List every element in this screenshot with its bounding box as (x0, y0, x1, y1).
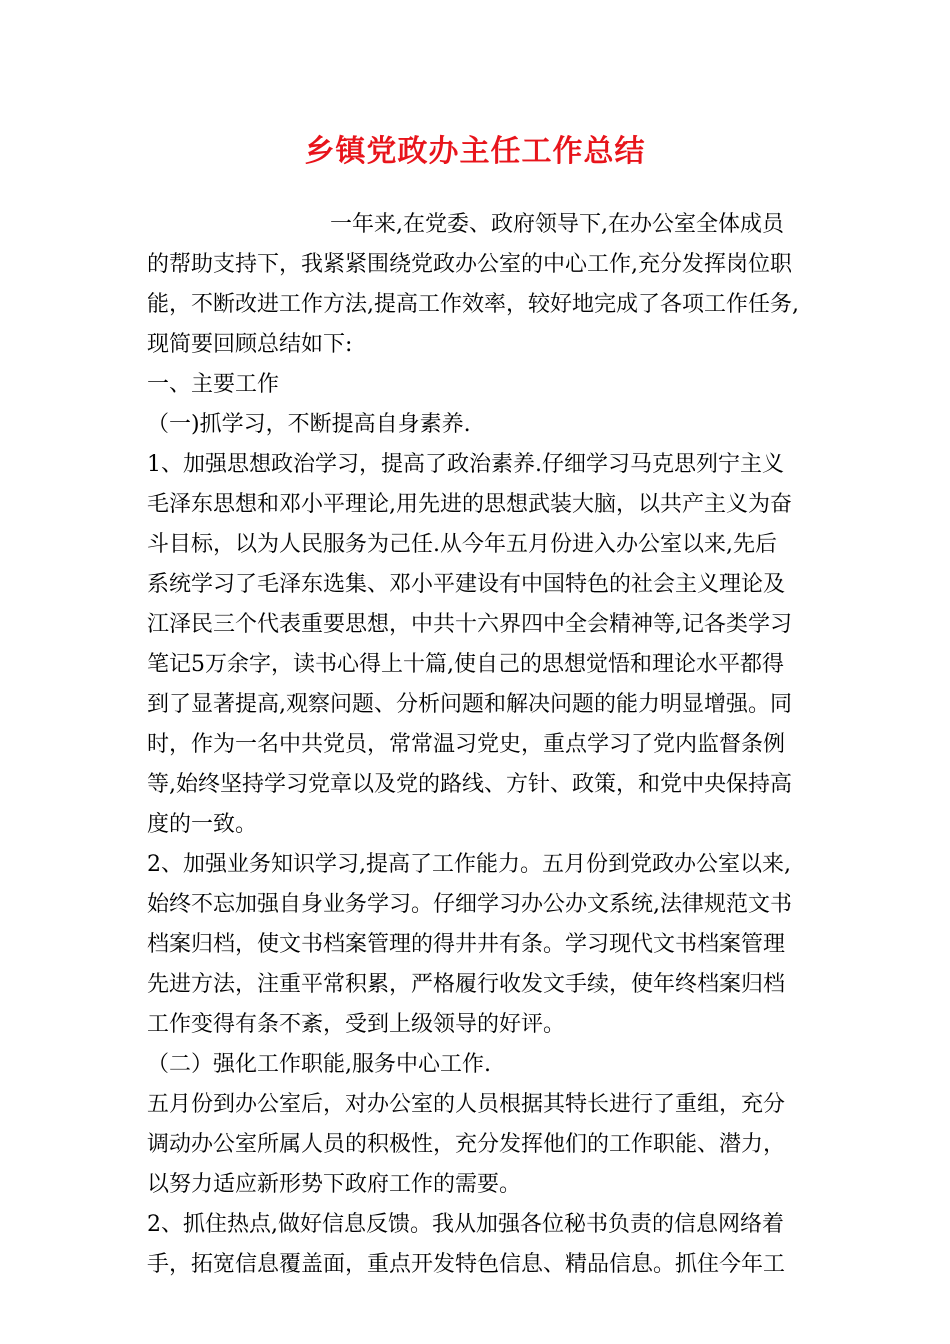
paragraph-line: 档案归档，使文书档案管理的得井井有条。学习现代文书档案管理 (147, 932, 786, 957)
document-body (147, 205, 809, 1285)
paragraph-line: 时，作为一名中共党员，常常温习党史，重点学习了党内监督条例 (147, 732, 786, 757)
paragraph-line: 毛泽东思想和邓小平理论,用先进的思想武装大脑，以共产主义为奋 (147, 492, 792, 517)
section-heading: 一、主要工作 (147, 372, 280, 397)
paragraph-line: 1、加强思想政治学习，提高了政治素养.仔细学习马克思列宁主义 (147, 452, 784, 477)
paragraph-line: 笔记5万余字，读书心得上十篇,使自己的思想觉悟和理论水平都得 (147, 652, 784, 677)
paragraph-line: 调动办公室所属人员的积极性，充分发挥他们的工作职能、潜力， (147, 1132, 786, 1157)
paragraph-line: 系统学习了毛泽东选集、邓小平建设有中国特色的社会主义理论及 (147, 572, 786, 597)
paragraph-line: 手，拓宽信息覆盖面，重点开发特色信息、精品信息。抓住今年工 (147, 1252, 786, 1277)
paragraph-line: 2、抓住热点,做好信息反馈。我从加强各位秘书负责的信息网络着 (147, 1212, 784, 1237)
paragraph-line: 等,始终坚持学习党章以及党的路线、方针、政策，和党中央保持高 (147, 772, 792, 797)
paragraph-line: 现简要回顾总结如下: (147, 332, 353, 357)
paragraph-line: 五月份到办公室后，对办公室的人员根据其特长进行了重组，充分 (147, 1092, 786, 1117)
paragraph-line: 江泽民三个代表重要思想，中共十六界四中全会精神等,记各类学习 (147, 612, 792, 637)
paragraph-line: 以努力适应新形势下政府工作的需要。 (147, 1172, 522, 1197)
subsection-heading: （二）强化工作职能,服务中心工作. (147, 1052, 491, 1077)
subsection-heading: （一)抓学习，不断提高自身素养. (147, 412, 471, 437)
paragraph-line: 能，不断改进工作方法,提高工作效率，较好地完成了各项工作任务, (147, 292, 799, 317)
paragraph-line: 斗目标，以为人民服务为己任.从今年五月份进入办公室以来,先后 (147, 532, 777, 557)
paragraph-line: 2、加强业务知识学习,提高了工作能力。五月份到党政办公室以来, (147, 852, 791, 877)
paragraph-line: 始终不忘加强自身业务学习。仔细学习办公办文系统,法律规范文书 (147, 892, 792, 917)
document-title: 乡镇党政办主任工作总结 (304, 134, 646, 169)
paragraph-line: 的帮助支持下，我紧紧围绕党政办公室的中心工作,充分发挥岗位职 (147, 252, 792, 277)
paragraph-line: 一年来,在党委、政府领导下,在办公室全体成员 (330, 212, 784, 237)
paragraph-line: 先进方法，注重平常积累，严格履行收发文手续，使年终档案归档 (147, 972, 786, 997)
paragraph-line: 到了显著提高,观察问题、分析问题和解决问题的能力明显增强。同 (147, 692, 792, 717)
paragraph-line: 度的一致。 (147, 812, 258, 837)
paragraph-line: 工作变得有条不紊，受到上级领导的好评。 (147, 1012, 566, 1037)
